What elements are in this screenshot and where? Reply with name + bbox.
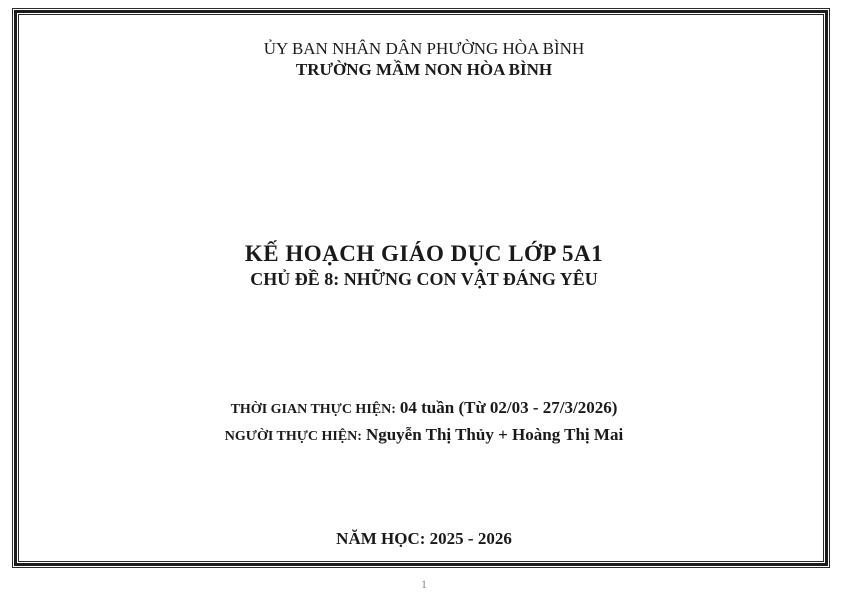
implementation-time-line [0,394,848,421]
implementation-time-label: THỜI GIAN THỰC HIỆN: [230,402,396,417]
document-details [0,394,848,448]
implementer-label: NGƯỜI THỰC HIỆN: [224,429,362,444]
document-title-block [0,241,848,291]
implementer-value: Nguyễn Thị Thủy + Hoàng Thị Mai [365,425,624,444]
school-name: TRƯỜNG MẦM NON HÒA BÌNH [295,60,553,79]
document-subtitle: CHỦ ĐỀ 8: NHỮNG CON VẬT ĐÁNG YÊU [250,269,598,289]
page-number: 1 [421,577,427,591]
implementer-line [0,421,848,448]
issuing-authority: ỦY BAN NHÂN DÂN PHƯỜNG HÒA BÌNH [263,39,585,58]
school-year: NĂM HỌC: 2025 - 2026 [336,529,512,548]
document-header [0,38,848,80]
document-title: KẾ HOẠCH GIÁO DỤC LỚP 5A1 [244,241,604,266]
implementation-time-value: 04 tuần (Từ 02/03 - 27/3/2026) [399,398,618,417]
